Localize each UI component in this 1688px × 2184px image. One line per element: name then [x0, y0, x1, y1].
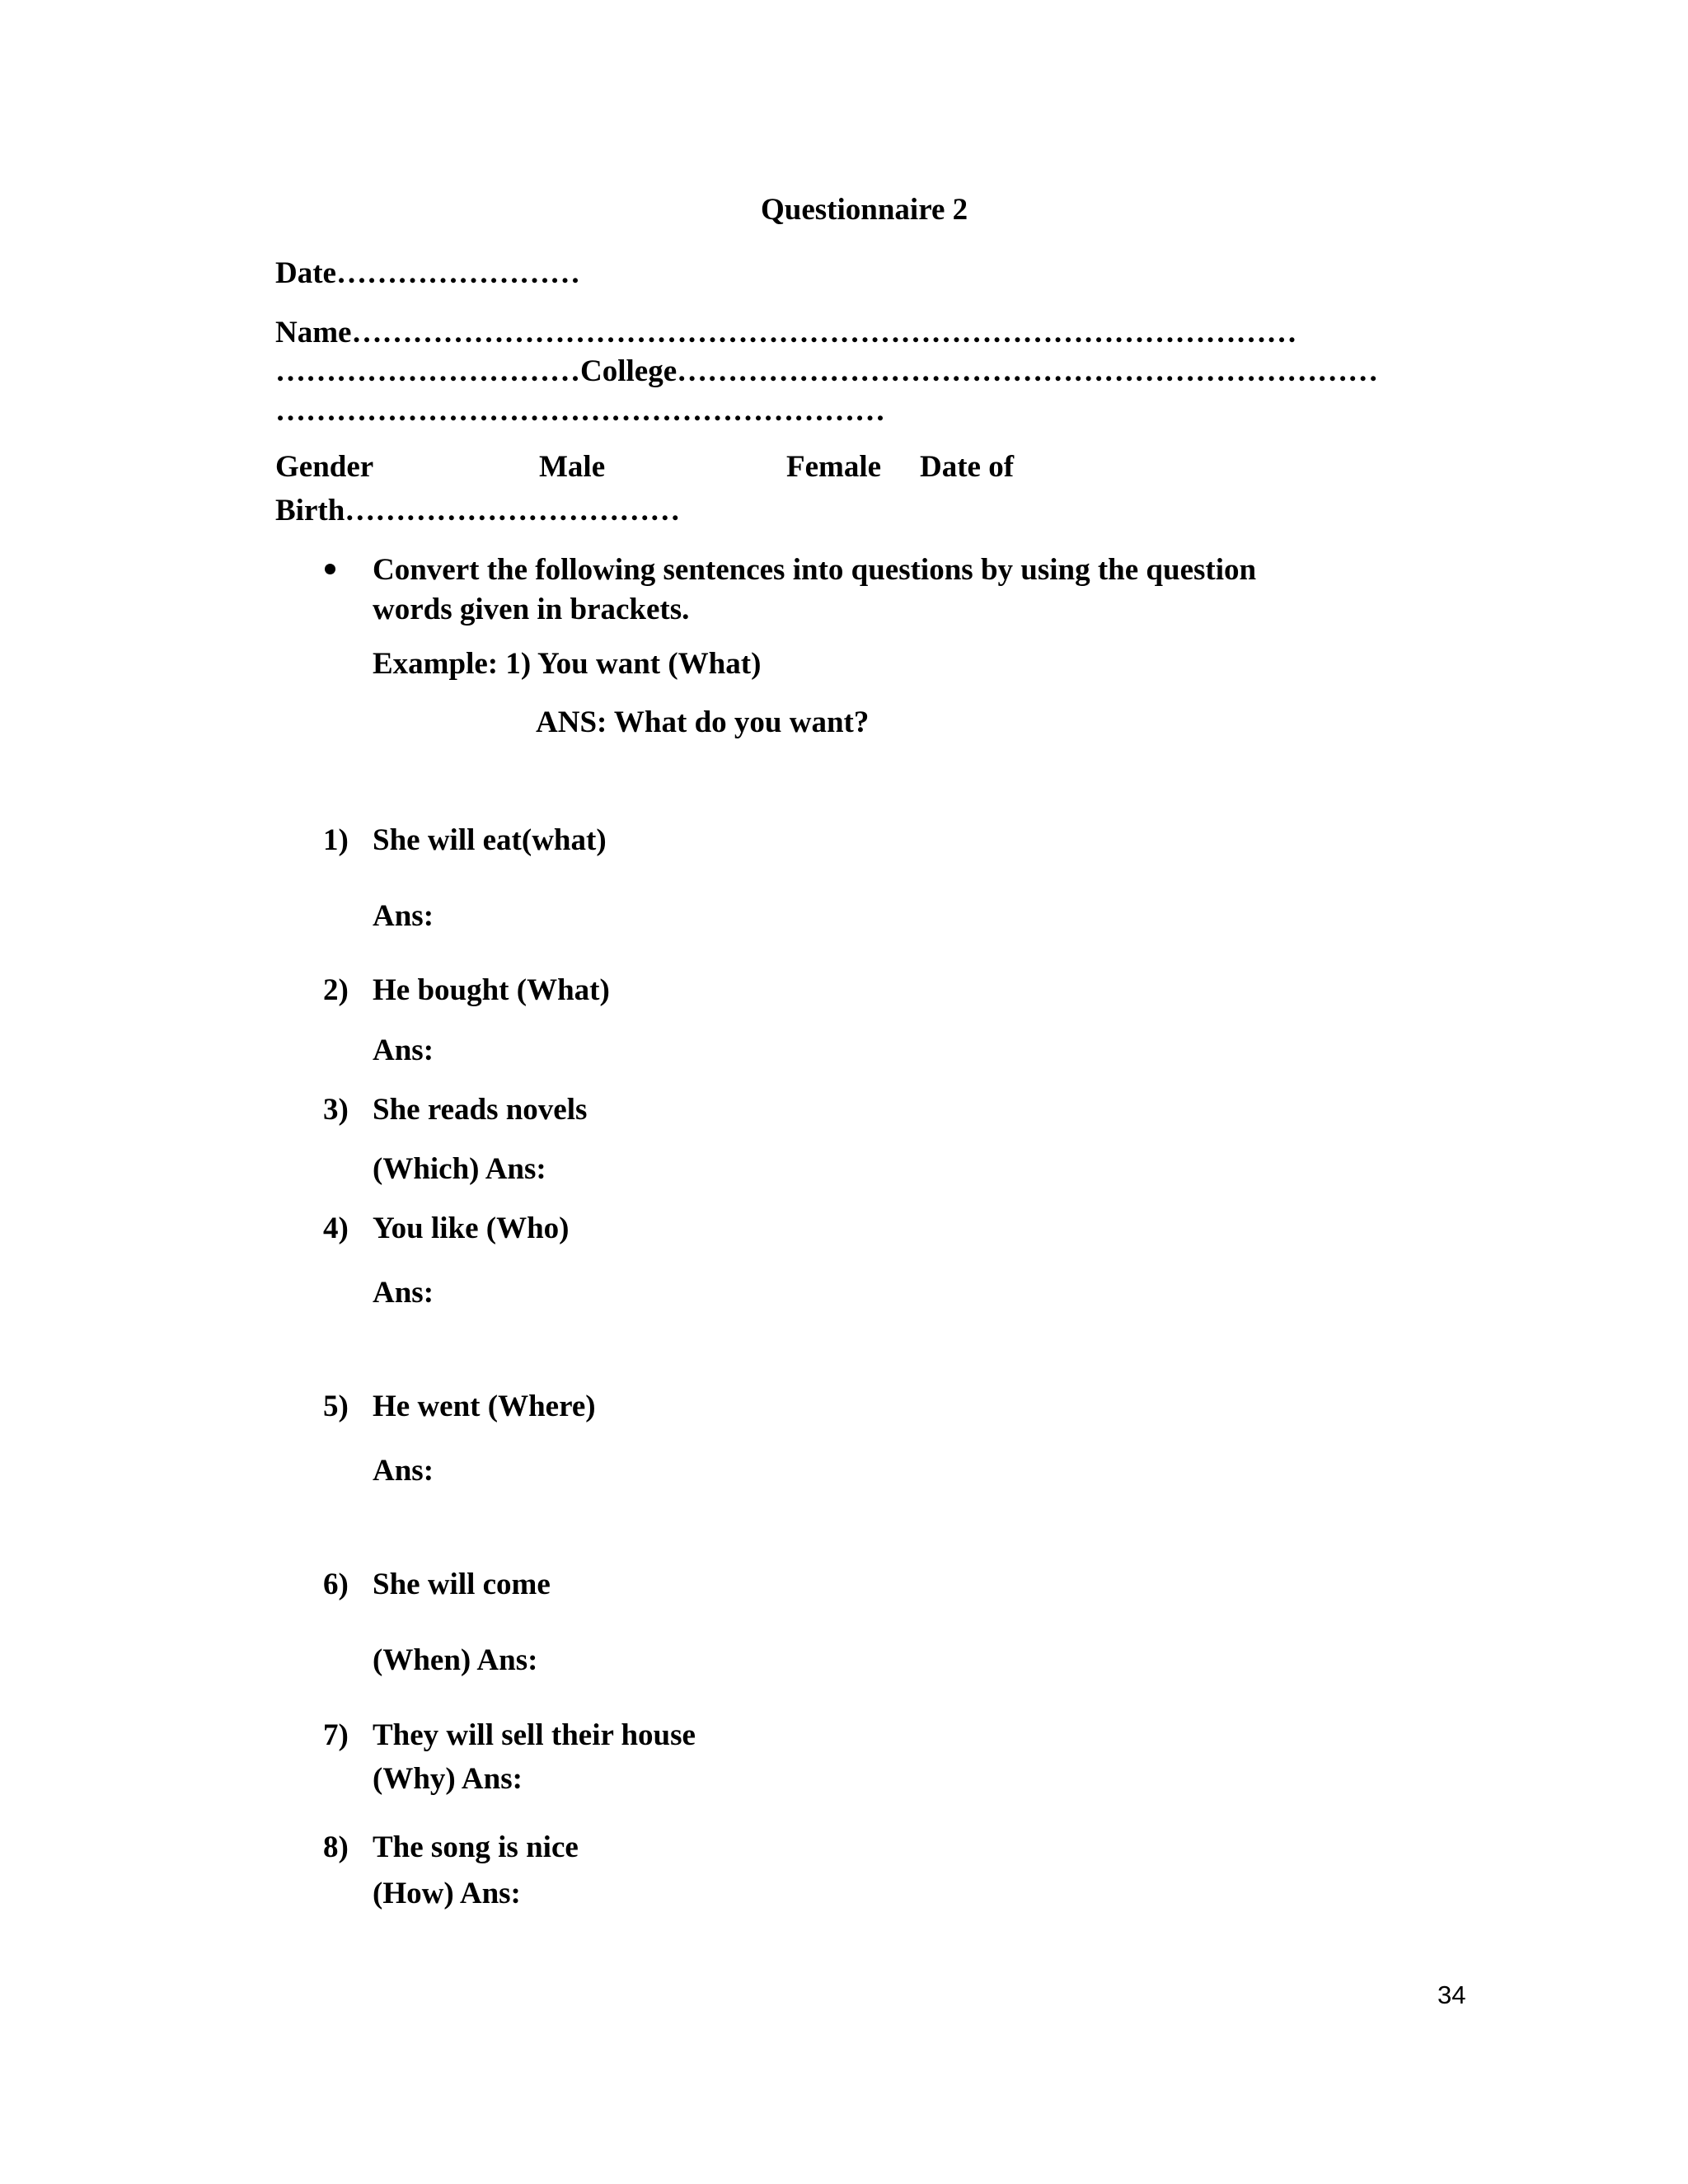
date-of-birth-label: Date of [920, 450, 1015, 484]
question-number: 2) [323, 973, 349, 1007]
question-text: He bought (What) [373, 973, 610, 1007]
question-number: 4) [323, 1212, 349, 1245]
example-prompt: Example: 1) You want (What) [373, 647, 762, 681]
question-answer-label: (When) Ans: [373, 1643, 538, 1677]
question-text: She will eat(what) [373, 823, 607, 857]
question-text: They will sell their house [373, 1718, 696, 1752]
dotted-field-line: …………………………………………………… [275, 394, 885, 428]
college-field-line: …………………………College…………………………………………………………… [275, 354, 1379, 388]
question-text: You like (Who) [373, 1212, 570, 1245]
question-text: He went (Where) [373, 1390, 596, 1423]
question-text: The song is nice [373, 1830, 579, 1864]
question-answer-label: (Which) Ans: [373, 1152, 546, 1186]
question-answer-label: Ans: [373, 1033, 434, 1067]
gender-label: Gender [275, 450, 374, 484]
page-number: 34 [1437, 1980, 1466, 2009]
question-answer-label: Ans: [373, 899, 434, 933]
birth-field-line: Birth…………………………… [275, 494, 681, 527]
question-text: She will come [373, 1568, 551, 1601]
female-option-label: Female [786, 450, 882, 484]
example-answer: ANS: What do you want? [536, 705, 870, 739]
date-field-line: Date…………………… [275, 256, 580, 290]
name-field-line: Name………………………………………………………………………………… [275, 316, 1297, 349]
question-answer-label: Ans: [373, 1276, 434, 1310]
question-number: 5) [323, 1390, 349, 1423]
instruction-line-2: words given in brackets. [373, 593, 690, 626]
instruction-line-1: Convert the following sentences into questions by using the question [373, 553, 1257, 587]
question-number: 7) [323, 1718, 349, 1752]
question-number: 8) [323, 1830, 349, 1864]
question-answer-label: (Why) Ans: [373, 1762, 523, 1796]
question-answer-label: (How) Ans: [373, 1877, 521, 1910]
question-number: 1) [323, 823, 349, 857]
question-number: 6) [323, 1568, 349, 1601]
question-text: She reads novels [373, 1093, 588, 1127]
bullet-icon [325, 564, 335, 574]
question-number: 3) [323, 1093, 349, 1127]
question-answer-label: Ans: [373, 1454, 434, 1488]
male-option-label: Male [539, 450, 606, 484]
page-title: Questionnaire 2 [761, 193, 968, 227]
